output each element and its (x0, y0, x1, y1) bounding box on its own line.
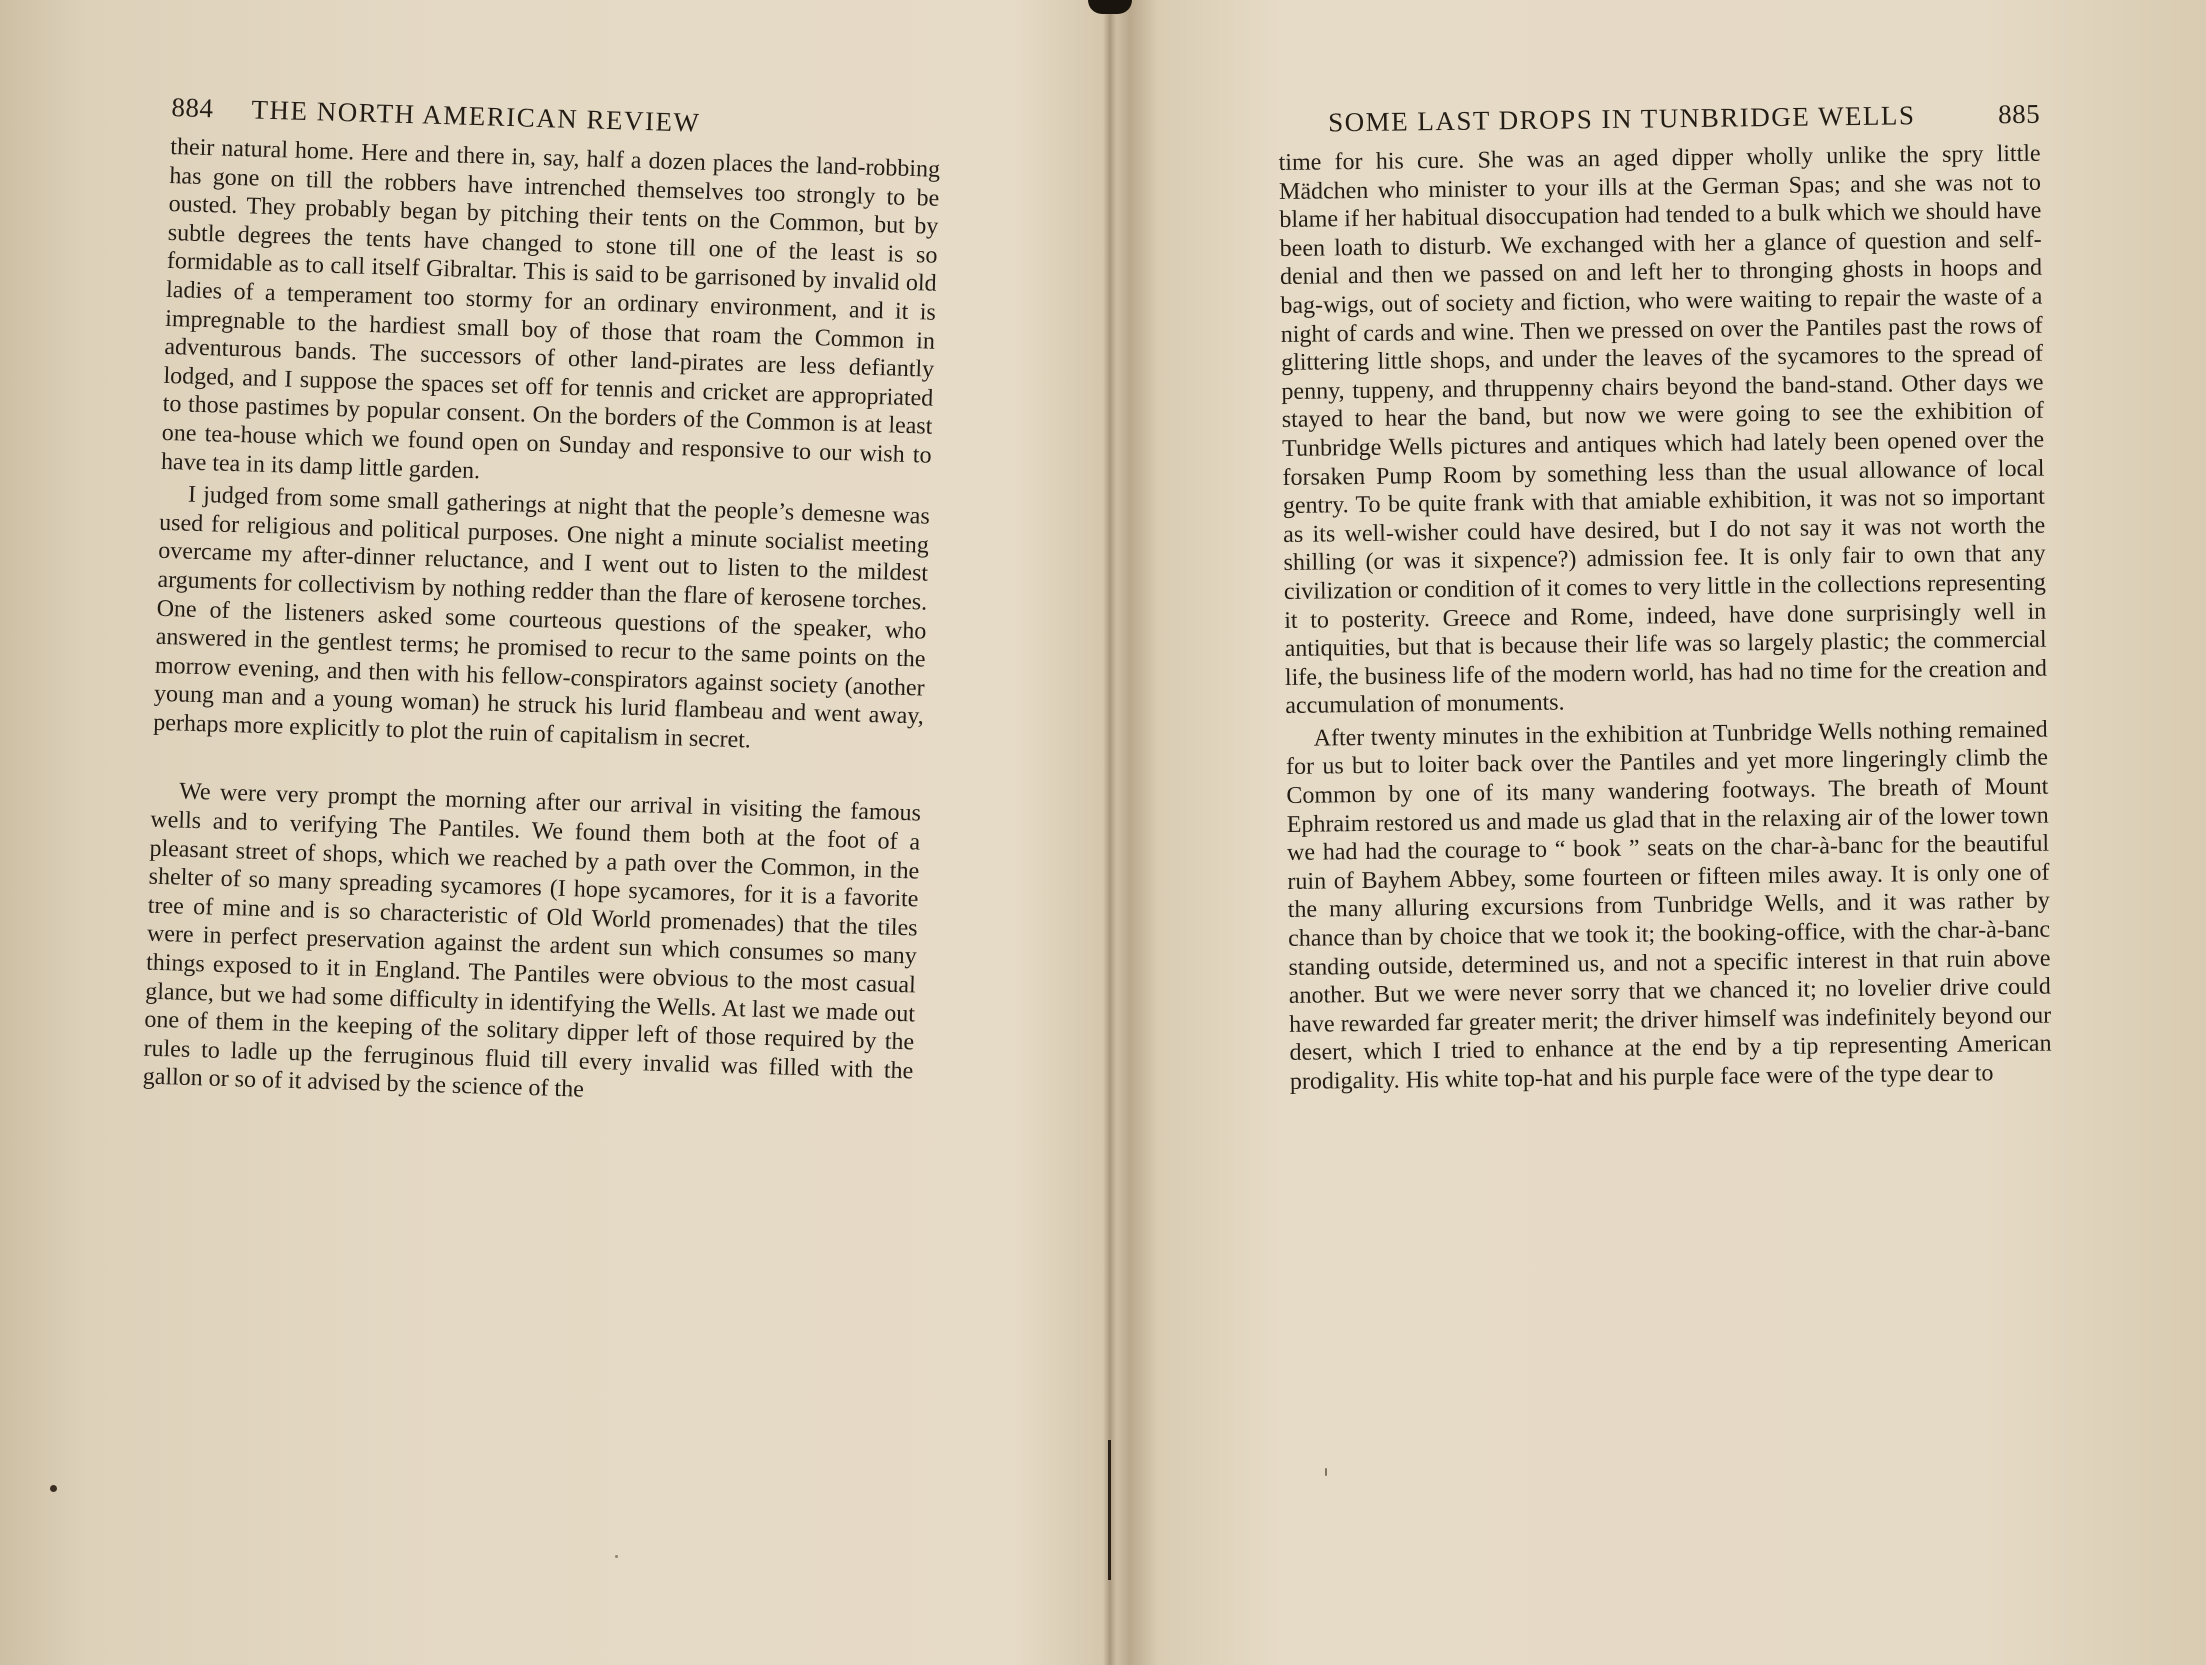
paragraph: After twenty minutes in the exhibition at Tunbridge Wells nothing remained for us but to loiter back over the Pantiles and yet more lingeringly climb the Common by one of its many wandering footways. The breath of Mount Ephraim restored us and made us glad that in the relaxing air of the lower town we had had the courage to “ book ” seats on the char-à-banc for the beautiful ruin of Bayhem Abbey, some fourteen or fifteen miles away. It is only one of the many alluring excursions from Tunbridge Wells, and it was rather by chance than by choice that we took it; the booking-office, with the char-à-banc standing outside, determined us, and not a specific interest in that ruin above another. But we were never sorry that we chanced it; no lovelier drive could have rewarded far greater merit; the driver himself was indefinitely beyond our desert, which I tried to enhance at the end by a tip representing American prodigality. His white top-hat and his purple face were of the type dear to (1285, 716, 2052, 1095)
book-gutter (1103, 0, 1117, 1665)
right-running-head (1278, 99, 2040, 139)
paragraph: their natural home. Here and there in, say, half a dozen places the land-robbing has gone on till the robbers have intrenched themselves too strongly to be ousted. They probably began by pitching their tents on the Common, but by subtle degrees the tents have changed to stone till one of the least is so formidable as to call itself Gibraltar. This is said to be garrisoned by invalid old ladies of a temperament too stormy for an ordinary environment, and it is impregnable to the hardiest small boy of those that roam the Common in adventurous bands. The successors of other land-pirates are less defiantly lodged, and I suppose the spaces set off for tennis and cricket are appropriated to those pastimes by popular consent. On the borders of the Common is at least one tea-house which we found open on Sunday and responsive to our wish to have tea in its damp little garden. (160, 133, 941, 484)
paper-speck (50, 1485, 57, 1492)
paragraph: time for his cure. She was an aged dipper wholly unlike the spry little Mädchen who minister to your ills at the German Spas; and she was not to blame if her habitual disoccupation had tended to a bulk which we should have been loath to disturb. We exchanged with her a glance of question and self-denial and then we passed on and left her to thronging ghosts in hoops and bag-wigs, out of society and fiction, who were waiting to repair the waste of a night of cards and wine. Then we pressed on over the Pantiles past the rows of glittering little shops, and under the leaves of the sycamores to the spread of penny, tuppeny, and thruppenny chairs beyond the band-stand. Other days we stayed to hear the band, but now we were going to see the exhibition of Tunbridge Wells pictures and antiques which had lately been opened over the forsaken Pump Room by something less than the usual allowance of local gentry. To be quite frank with that amiable exhibition, it was not so important as its well-wisher could have desired, but I do not say it was not worth the shilling (or was it sixpence?) admission fee. It is only fair to own that any civilization or condition of it comes to very little in the collections representing it to posterity. Greece and Rome, indeed, have done surprisingly well in antiquities, but that is because their life was so largely plastic; the commercial life, the business life of the modern world, has had no time for the creation and accumulation of monuments. (1278, 140, 2048, 720)
right-body-text (1279, 140, 2053, 1097)
binding-shadow (1088, 0, 1132, 14)
right-page (1278, 99, 2052, 1097)
left-page-number: 884 (171, 92, 214, 124)
paragraph: I judged from some small gatherings at night that the people’s demesne was used for religious and political purposes. One night a minute socialist meeting overcame my after-dinner reluctance, and I went out to listen to the mildest arguments for collectivism by nothing redder than the flare of kerosene torches. One of the listeners asked some courteous questions of the speaker, who answered in the gentlest terms; he promised to recur to the same points on the morrow evening, and then with his fellow-conspirators against society (another young man and a young woman) he struck his lurid flambeau and went away, perhaps more explicitly to plot the ruin of capitalism in secret. (152, 481, 931, 754)
right-running-title: SOME LAST DROPS IN TUNBRIDGE WELLS (1327, 100, 1916, 138)
left-page (142, 92, 941, 1114)
right-page-number: 885 (1997, 98, 2041, 130)
left-running-title: THE NORTH AMERICAN REVIEW (251, 94, 701, 138)
paper-speck (1325, 1468, 1327, 1476)
left-body-text (142, 133, 940, 1114)
gutter-crease (1108, 1440, 1111, 1580)
paragraph: We were very prompt the morning after our arrival in visiting the famous wells and to verifying The Pantiles. We found them both at the foot of a pleasant street of shops, which we reached by a path over the Common, in the shelter of so many spreading sycamores (I hope sycamores, for it is a favorite tree of mine and is so characteristic of Old World promenades) that the tiles were in perfect preservation against the ardent sun which consumes so many things exposed to it in England. The Pantiles were obvious to the most casual glance, but we had some difficulty in identifying the Wells. At last we made out one of them in the keeping of the solitary dipper left of those required by the rules to ladle up the ferruginous fluid till every invalid was filled with the gallon or so of it advised by the science of the (142, 778, 922, 1104)
paper-speck (615, 1555, 618, 1558)
